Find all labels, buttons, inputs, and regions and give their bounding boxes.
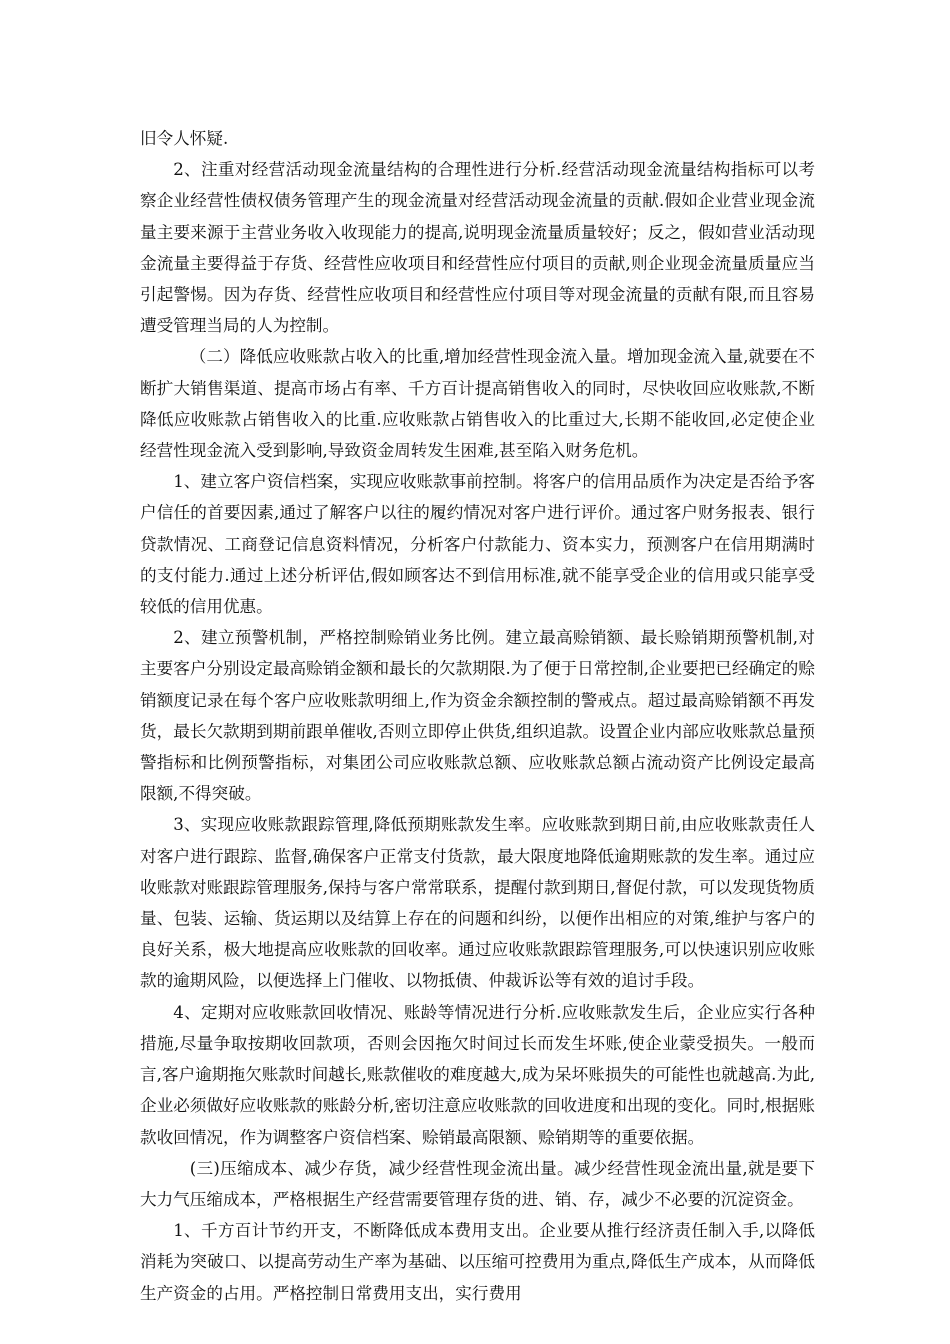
paragraph-warning-mechanism: 2、建立预警机制，严格控制赊销业务比例。建立最高赊销额、最长赊销期预警机制,对主要客户分别设定最高赊销金额和最长的欠款期限.为了便于日常控制,企业要把已经确定的赊销额度记录在每个客户应收账款明细上,作为资金余额控制的警戒点。超过最高赊销额不再发货，最长欠款期到期前跟单催收,否则立即停止供货,组织追款。设置企业内部应收账款总量预警指标和比例预警指标，对集团公司应收账款总额、应收账款总额占流动资产比例设定最高限额,不得突破。 — [140, 628, 816, 804]
paragraph-continuation: 旧令人怀疑. — [140, 129, 229, 148]
paragraph-tracking-management: 3、实现应收账款跟踪管理,降低预期账款发生率。应收账款到期日前,由应收账款责任人对客户进行跟踪、监督,确保客户正常支付货款，最大限度地降低逾期账款的发生率。通过应收账款对账跟踪管理服务,保持与客户常常联系，提醒付款到期日,督促付款，可以发现货物质量、包装、运输、货运期以及结算上存在的问题和纠纷，以便作出相应的对策,维护与客户的良好关系，极大地提高应收账款的回收率。通过应收账款跟踪管理服务,可以快速识别应收账款的逾期风险，以便选择上门催收、以物抵债、仲裁诉讼等有效的追讨手段。 — [140, 815, 815, 991]
section-heading-receivables: （二）降低应收账款占收入的比重,增加经营性现金流入量。增加现金流入量,就要在不断扩大销售渠道、提高市场占有率、千方百计提高销售收入的同时，尽快收回应收账款,不断降低应收账款占销售收入的比重.应收账款占销售收入的比重过大,长期不能收回,必定使企业经营性现金流入受到影响,导致资金周转发生困难,甚至陷入财务危机。 — [140, 347, 815, 461]
document-body — [140, 123, 815, 1309]
paragraph-cash-flow-structure: 2、注重对经营活动现金流量结构的合理性进行分析.经营活动现金流量结构指标可以考察企业经营性债权债务管理产生的现金流量对经营活动现金流量的贡献.假如企业营业现金流量主要来源于主营业务收入收现能力的提高,说明现金流量质量较好；反之，假如营业活动现金流量主要得益于存货、经营性应收项目和经营性应付项目的贡献,则企业现金流量质量应当引起警惕。因为存货、经营性应收项目和经营性应付项目等对现金流量的贡献有限,而且容易遭受管理当局的人为控制。 — [140, 160, 815, 336]
paragraph-credit-archive: 1、建立客户资信档案，实现应收账款事前控制。将客户的信用品质作为决定是否给予客户信任的首要因素,通过了解客户以往的履约情况对客户进行评价。通过客户财务报表、银行贷款情况、工商登记信息资料情况，分析客户付款能力、资本实力，预测客户在信用期满时的支付能力.通过上述分析评估,假如顾客达不到信用标准,就不能享受企业的信用或只能享受较低的信用优惠。 — [140, 472, 815, 617]
paragraph-save-expenses: 1、千方百计节约开支，不断降低成本费用支出。企业要从推行经济责任制入手,以降低消耗为突破口、以提高劳动生产率为基础、以压缩可控费用为重点,降低生产成本，从而降低生产资金的占用。严格控制日常费用支出，实行费用 — [140, 1221, 815, 1303]
paragraph-aging-analysis: 4、定期对应收账款回收情况、账龄等情况进行分析.应收账款发生后，企业应实行各种措施,尽量争取按期收回款项，否则会因拖欠时间过长而发生坏账,使企业蒙受损失。一般而言,客户逾期拖欠账款时间越长,账款催收的难度越大,成为呆坏账损失的可能性也就越高.为此,企业必须做好应收账款的账龄分析,密切注意应收账款的回收进度和出现的变化。同时,根据账款收回情况，作为调整客户资信档案、赊销最高限额、赊销期等的重要依据。 — [140, 1002, 815, 1147]
section-heading-cost-reduction: (三)压缩成本、减少存货，减少经营性现金流出量。减少经营性现金流出量,就是要下大力气压缩成本，严格根据生产经营需要管理存货的进、销、存，减少不必要的沉淀资金。 — [140, 1158, 815, 1209]
